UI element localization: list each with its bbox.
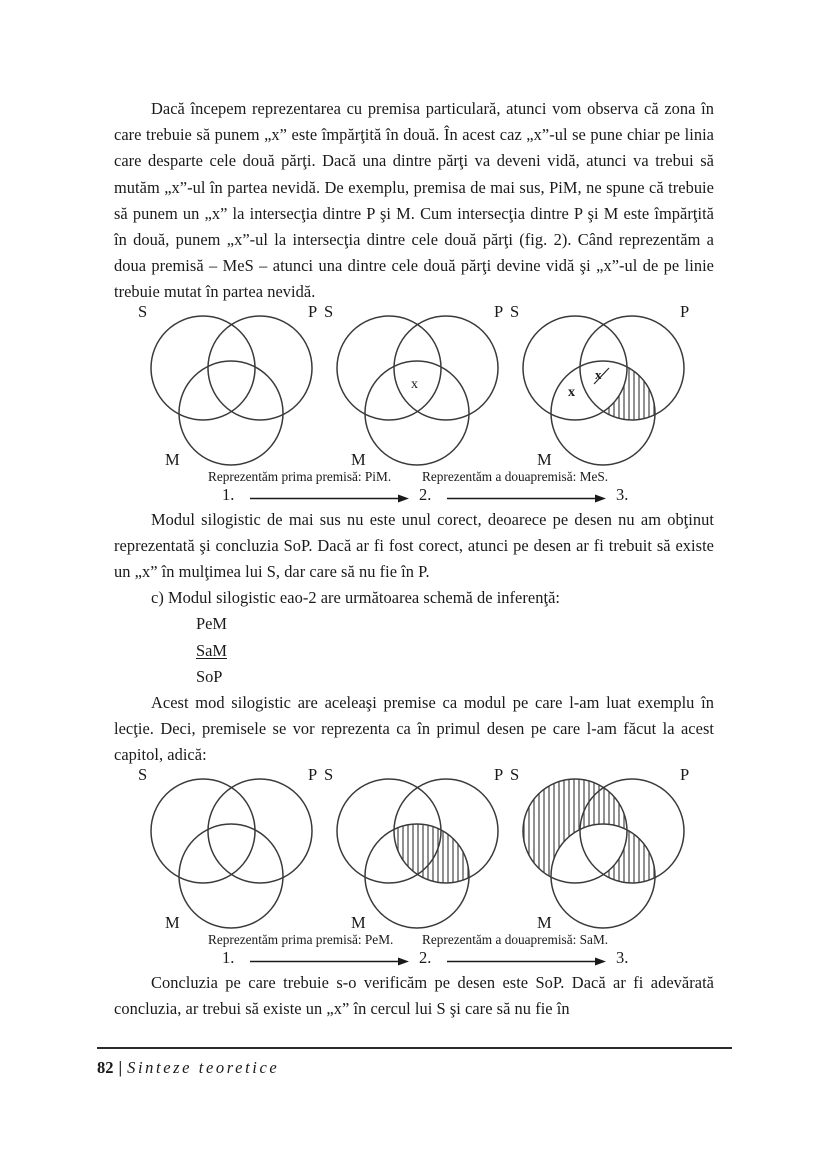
venn-label-p: P xyxy=(680,764,690,784)
venn-label-m: M xyxy=(165,449,180,469)
caption-premise-1: Reprezentăm prima premisă: PiM. xyxy=(208,468,392,484)
paragraph-after-figure-1: Modul silogistic de mai sus nu este unul corect, deoarece pe desen nu am obţinut reprezentată şi concluzia SoP. Dacă ar fi fost corect, atunci pe desen ar fi trebuit să existe un „x” în mulţimea lui S, dar care să nu fie în P. xyxy=(114,509,714,582)
step-number-2: 2. xyxy=(419,484,432,504)
venn-label-p: P xyxy=(494,301,504,321)
venn-label-m: M xyxy=(351,449,366,469)
paragraph-before-figure-2: Acest mod silogistic are aceleaşi premise ca modul pe care l-am luat exemplu în lecţie. Deci, premisele se vor reprezenta ca în primul desen pe care l-am făcut la acest capitol, adică: xyxy=(114,693,714,765)
venn-label-p: P xyxy=(494,764,504,784)
footer-separator: | xyxy=(118,1058,123,1077)
step-number-1: 1. xyxy=(222,947,235,967)
syllogism-major-premise: PeM xyxy=(196,614,227,634)
footer-divider xyxy=(97,1047,732,1049)
arrow-step-2-to-3 xyxy=(447,494,607,503)
venn-label-m: M xyxy=(537,912,552,932)
venn-label-s: S xyxy=(510,301,520,321)
venn-mark-x-nonempty: x xyxy=(568,384,575,400)
venn-label-m: M xyxy=(351,912,366,932)
venn-mark-x: x xyxy=(411,376,418,392)
figure-row-1 xyxy=(114,301,714,469)
step-number-3: 3. xyxy=(616,947,629,967)
page-content xyxy=(114,96,714,1022)
venn-label-s: S xyxy=(138,301,148,321)
venn-label-s: S xyxy=(510,764,520,784)
caption-premise-2: Reprezentăm a douapremisă: MeS. xyxy=(422,468,609,484)
venn-label-s: S xyxy=(138,764,148,784)
venn-diagram-2-3 xyxy=(508,764,694,932)
arrow-step-1-to-2 xyxy=(250,957,410,966)
syllogism-minor-premise: SaM xyxy=(196,640,227,660)
syllogism-conclusion: SoP xyxy=(196,666,223,686)
venn-label-s: S xyxy=(324,301,334,321)
page-footer xyxy=(97,1047,732,1078)
venn-diagram-1-3 xyxy=(508,301,694,469)
step-number-1: 1. xyxy=(222,484,235,504)
figure-row-2 xyxy=(114,764,714,932)
figure-caption-row-1 xyxy=(114,469,714,507)
venn-label-m: M xyxy=(537,449,552,469)
paragraph-mode-eao2: c) Modul silogistic eao-2 are următoarea schemă de inferenţă: xyxy=(151,588,560,608)
venn-label-p: P xyxy=(308,301,318,321)
arrow-step-1-to-2 xyxy=(250,494,410,503)
step-number-2: 2. xyxy=(419,947,432,967)
venn-label-m: M xyxy=(165,912,180,932)
paragraph-intro: Dacă începem reprezentarea cu premisa particulară, atunci vom observa că zona în care trebuie să punem „x” este împărţită în două. În acest caz „x”-ul se pune chiar pe linia care desparte cele două părţi. Dacă una dintre părţi va deveni vidă, atunci va trebui să mutăm „x”-ul în partea nevidă. De exemplu, premisa de mai sus, PiM, ne spune că trebuie să punem un „x” la intersecţia dintre P şi M. Cum intersecţia dintre P şi M este împărţită în două, punem „x”-ul la intersecţia dintre cele două părţi (fig. 2). Când reprezentăm a doua premisă – MeS – atunci una dintre cele două părţi devine vidă şi „x”-ul de pe linie trebuie mutat în partea nevidă. xyxy=(114,99,714,302)
syllogism-block xyxy=(114,611,714,690)
venn-diagram-2-2 xyxy=(322,764,508,932)
venn-label-p: P xyxy=(680,301,690,321)
caption-premise-2: Reprezentăm a douapremisă: SaM. xyxy=(422,931,609,947)
arrow-step-2-to-3 xyxy=(447,957,607,966)
caption-premise-1: Reprezentăm prima premisă: PeM. xyxy=(208,931,394,947)
venn-diagram-1-1 xyxy=(136,301,322,469)
footer-title: Sinteze teoretice xyxy=(127,1058,280,1077)
step-number-3: 3. xyxy=(616,484,629,504)
venn-mark-x-struck: x xyxy=(595,366,602,382)
venn-label-s: S xyxy=(324,764,334,784)
figure-caption-row-2 xyxy=(114,932,714,970)
venn-label-p: P xyxy=(308,764,318,784)
paragraph-conclusion: Concluzia pe care trebuie s-o verificăm pe desen este SoP. Dacă ar fi adevărată concluzia, ar trebui să existe un „x” în cercul lui S şi care să nu fie în xyxy=(114,972,714,1018)
page-number: 82 xyxy=(97,1058,114,1077)
footer-content xyxy=(97,1058,732,1078)
venn-diagram-2-1 xyxy=(136,764,322,932)
venn-diagram-1-2 xyxy=(322,301,508,469)
